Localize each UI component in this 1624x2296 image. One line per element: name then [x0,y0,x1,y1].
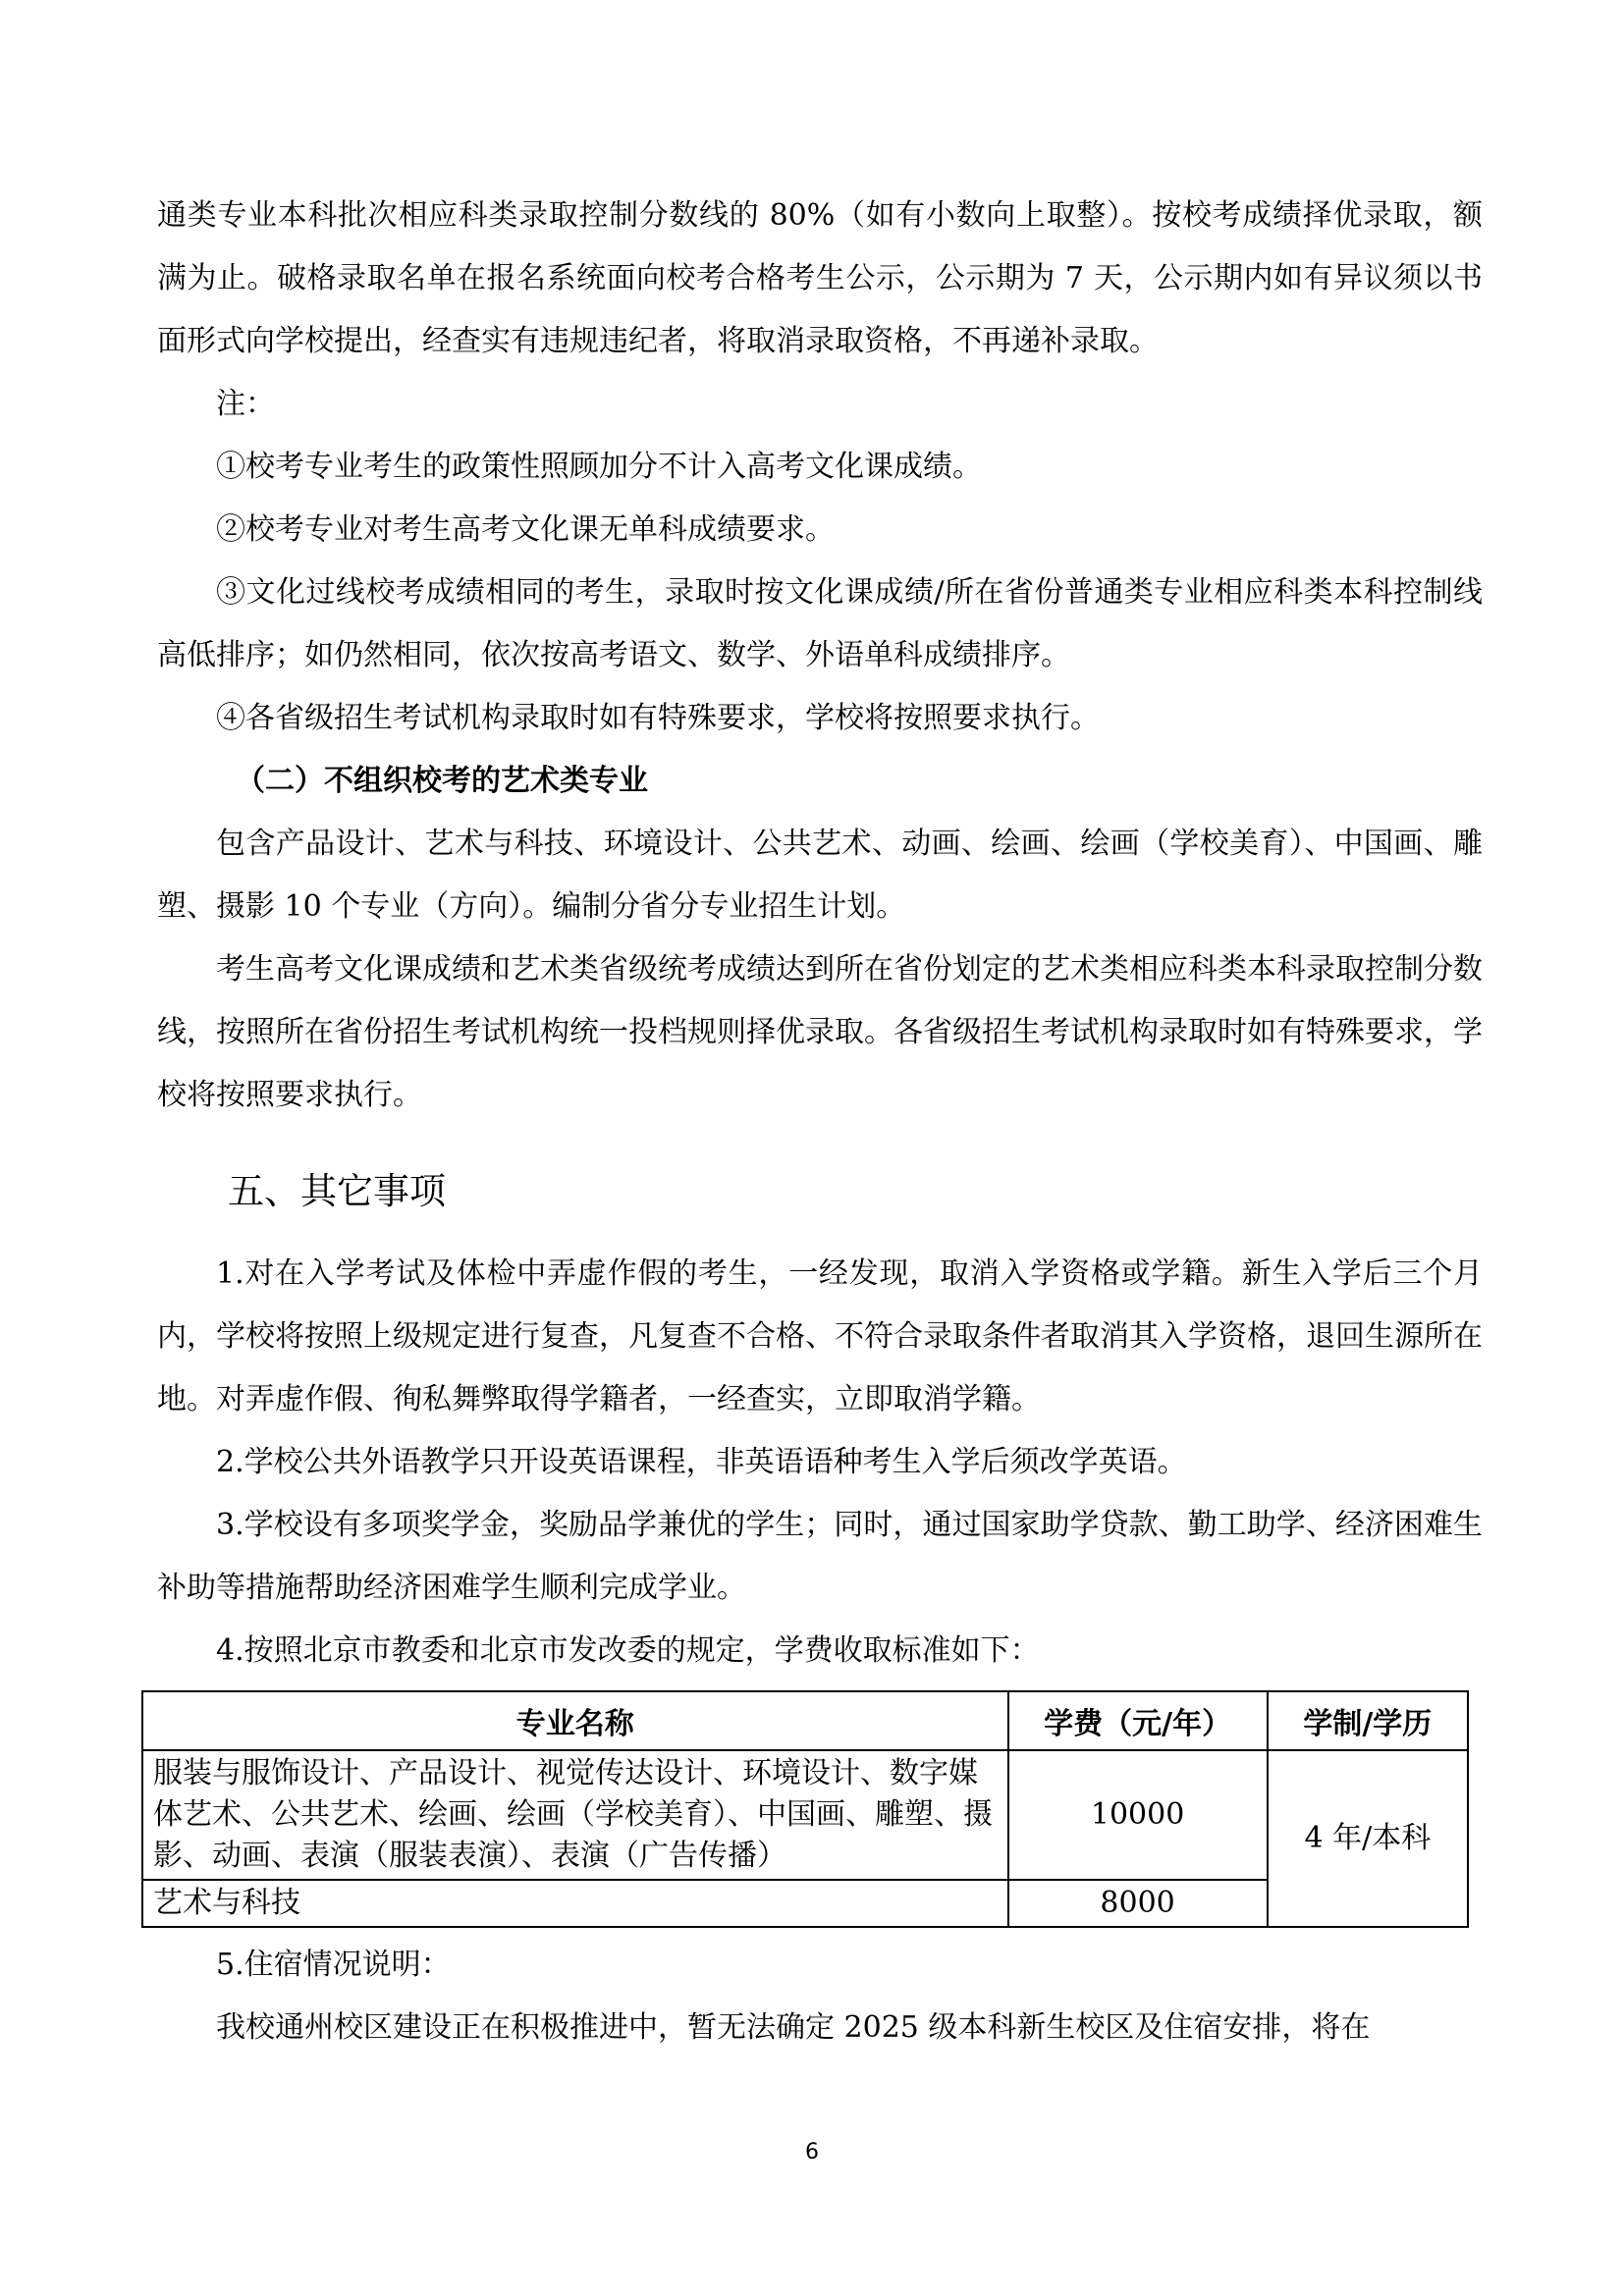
paragraph-admission-continued: 通类专业本科批次相应科类录取控制分数线的 80%（如有小数向上取整）。按校考成绩择优录取，额满为止。破格录取名单在报名系统面向校考合格考生公示，公示期为 7 天，公示期内如有异议须以书面形式向学校提出，经查实有违规违纪者，将取消录取资格，不再递补录取。 [157,198,1483,358]
study-system-cell: 4 年/本科 [1268,1750,1468,1927]
tuition-table-header-row [142,1691,1468,1750]
section-five-heading: 五、其它事项 [228,1170,446,1212]
note-item-4: ④各省级招生考试机构录取时如有特殊要求，学校将按照要求执行。 [216,701,1100,735]
section-five-item-5: 5.住宿情况说明： [216,1948,451,1982]
page-number: 6 [805,2140,819,2164]
subsection-two-heading: （二）不组织校考的艺术类专业 [236,764,648,798]
header-major-name: 专业名称 [142,1691,1008,1750]
major-names-cell: 艺术与科技 [142,1880,1008,1927]
notes-label: 注： [216,387,275,421]
section-five-item-2: 2.学校公共外语教学只开设英语课程，非英语语种考生入学后须改学英语。 [216,1445,1187,1479]
header-tuition: 学费（元/年） [1008,1691,1268,1750]
subsection-two-paragraph-2: 考生高考文化课成绩和艺术类省级统考成绩达到所在省份划定的艺术类相应科类本科录取控制分数线，按照所在省份招生考试机构统一投档规则择优录取。各省级招生考试机构录取时如有特殊要求，学校将按照要求执行。 [157,952,1483,1112]
header-study-system: 学制/学历 [1268,1691,1468,1750]
page-content [153,185,1483,2059]
section-five-item-4: 4.按照北京市教委和北京市发改委的规定，学费收取标准如下： [216,1633,1040,1668]
tuition-cell: 10000 [1008,1750,1268,1880]
major-names-cell: 服装与服饰设计、产品设计、视觉传达设计、环境设计、数字媒体艺术、公共艺术、绘画、绘画（学校美育）、中国画、雕塑、摄影、动画、表演（服装表演）、表演（广告传播） [142,1750,1008,1880]
section-five-item-3: 3.学校设有多项奖学金，奖励品学兼优的学生；同时，通过国家助学贷款、勤工助学、经济困难生补助等措施帮助经济困难学生顺利完成学业。 [157,1508,1483,1605]
subsection-two-paragraph-1: 包含产品设计、艺术与科技、环境设计、公共艺术、动画、绘画、绘画（学校美育）、中国画、雕塑、摄影 10 个专业（方向）。编制分省分专业招生计划。 [157,827,1483,924]
note-item-2: ②校考专业对考生高考文化课无单科成绩要求。 [216,512,835,547]
note-item-1: ①校考专业考生的政策性照顾加分不计入高考文化课成绩。 [216,450,982,484]
note-item-3: ③文化过线校考成绩相同的考生，录取时按文化课成绩/所在省份普通类专业相应科类本科控制线高低排序；如仍然相同，依次按高考语文、数学、外语单科成绩排序。 [157,575,1483,672]
tuition-table [141,1690,1469,1928]
section-five-item-1: 1.对在入学考试及体检中弄虚作假的考生，一经发现，取消入学资格或学籍。新生入学后三个月内，学校将按照上级规定进行复查，凡复查不合格、不符合录取条件者取消其入学资格，退回生源所在地。对弄虚作假、徇私舞弊取得学籍者，一经查实，立即取消学籍。 [157,1256,1483,1416]
table-row [142,1750,1468,1880]
accommodation-paragraph: 我校通州校区建设正在积极推进中，暂无法确定 2025 级本科新生校区及住宿安排，将在 [216,2010,1371,2045]
tuition-cell: 8000 [1008,1880,1268,1927]
